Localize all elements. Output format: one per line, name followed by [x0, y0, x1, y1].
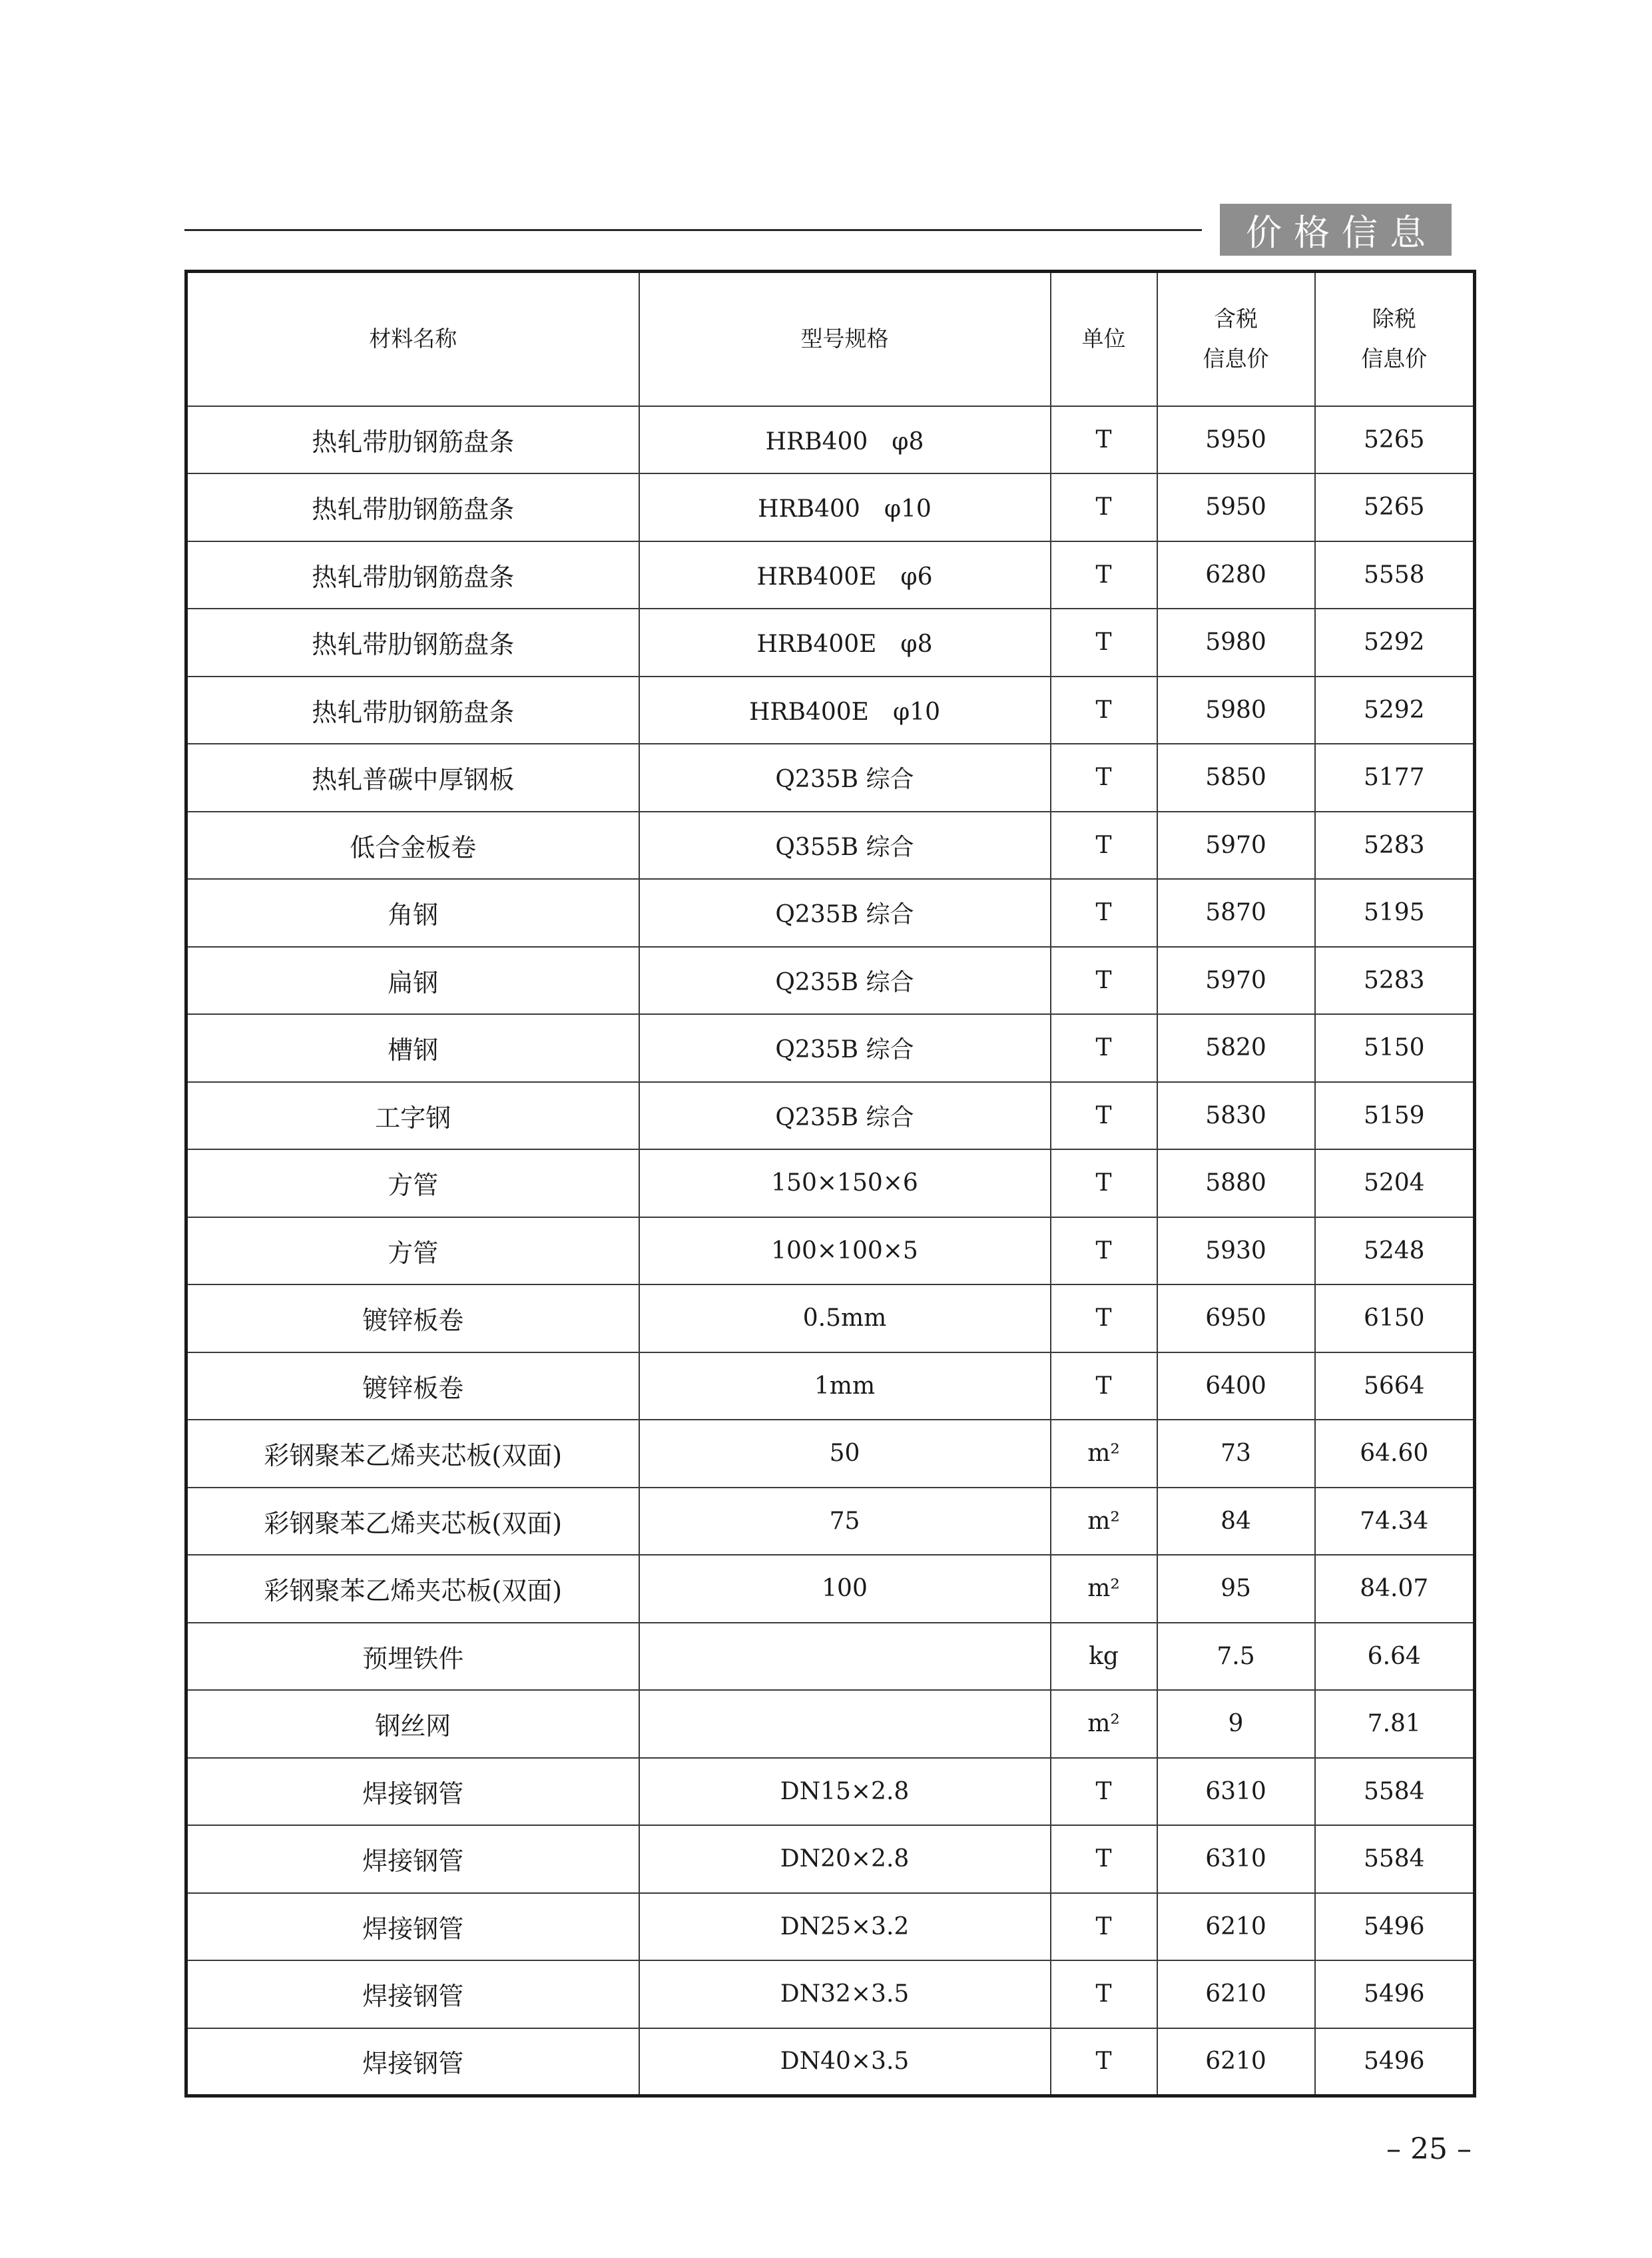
cell-price-tax: 5880: [1157, 1149, 1315, 1217]
cell-unit: T: [1051, 1082, 1157, 1150]
table-row: [186, 1014, 1475, 1082]
cell-price-tax: 6310: [1157, 1758, 1315, 1826]
cell-spec: HRB400E φ10: [639, 677, 1051, 744]
cell-unit: m²: [1051, 1420, 1157, 1488]
cell-name: 焊接钢管: [186, 1893, 639, 1961]
cell-spec: DN32×3.5: [639, 1960, 1051, 2028]
cell-price-notax: 5496: [1315, 1960, 1475, 2028]
cell-name: 角钢: [186, 879, 639, 947]
cell-price-tax: 6310: [1157, 1825, 1315, 1893]
cell-price-notax: 5584: [1315, 1825, 1475, 1893]
cell-name: 扁钢: [186, 947, 639, 1015]
cell-price-notax: 64.60: [1315, 1420, 1475, 1488]
cell-unit: T: [1051, 1217, 1157, 1285]
cell-spec: DN40×3.5: [639, 2028, 1051, 2096]
cell-unit: m²: [1051, 1690, 1157, 1758]
cell-price-notax: 74.34: [1315, 1488, 1475, 1555]
cell-spec: 50: [639, 1420, 1051, 1488]
cell-name: 热轧普碳中厚钢板: [186, 744, 639, 812]
header-rule: [184, 229, 1202, 231]
cell-spec: 1mm: [639, 1352, 1051, 1420]
cell-price-tax: 84: [1157, 1488, 1315, 1555]
cell-unit: T: [1051, 1284, 1157, 1352]
col-header-price-notax-line2: 信息价: [1361, 346, 1428, 372]
cell-price-tax: 6400: [1157, 1352, 1315, 1420]
table-row: [186, 1825, 1475, 1893]
cell-price-notax: 5204: [1315, 1149, 1475, 1217]
table-row: [186, 1488, 1475, 1555]
cell-name: 热轧带肋钢筋盘条: [186, 541, 639, 609]
cell-name: 钢丝网: [186, 1690, 639, 1758]
cell-price-notax: 6.64: [1315, 1623, 1475, 1691]
cell-price-notax: 5150: [1315, 1014, 1475, 1082]
cell-price-tax: 5930: [1157, 1217, 1315, 1285]
table-row: [186, 473, 1475, 541]
cell-name: 方管: [186, 1149, 639, 1217]
cell-price-tax: 5970: [1157, 812, 1315, 880]
table-row: [186, 1352, 1475, 1420]
table-row: [186, 1758, 1475, 1826]
cell-price-tax: 5870: [1157, 879, 1315, 947]
cell-price-notax: 7.81: [1315, 1690, 1475, 1758]
cell-price-tax: 5830: [1157, 1082, 1315, 1150]
cell-price-notax: 84.07: [1315, 1555, 1475, 1623]
table-row: [186, 1690, 1475, 1758]
cell-name: 热轧带肋钢筋盘条: [186, 406, 639, 474]
cell-spec: HRB400 φ8: [639, 406, 1051, 474]
cell-price-tax: 9: [1157, 1690, 1315, 1758]
cell-unit: T: [1051, 2028, 1157, 2096]
cell-unit: T: [1051, 473, 1157, 541]
table-row: [186, 744, 1475, 812]
price-table: [184, 270, 1476, 2098]
cell-unit: T: [1051, 406, 1157, 474]
table-row: [186, 1623, 1475, 1691]
cell-unit: T: [1051, 947, 1157, 1015]
table-row: [186, 1420, 1475, 1488]
cell-price-notax: 5159: [1315, 1082, 1475, 1150]
cell-name: 焊接钢管: [186, 1960, 639, 2028]
cell-price-tax: 5950: [1157, 473, 1315, 541]
cell-unit: T: [1051, 541, 1157, 609]
cell-price-notax: 5664: [1315, 1352, 1475, 1420]
cell-name: 焊接钢管: [186, 1758, 639, 1826]
cell-spec: Q355B 综合: [639, 812, 1051, 880]
cell-price-tax: 73: [1157, 1420, 1315, 1488]
cell-price-tax: 5970: [1157, 947, 1315, 1015]
col-header-name: 材料名称: [186, 272, 639, 406]
cell-spec: DN15×2.8: [639, 1758, 1051, 1826]
cell-price-tax: 6950: [1157, 1284, 1315, 1352]
cell-name: 方管: [186, 1217, 639, 1285]
cell-price-tax: 6210: [1157, 1960, 1315, 2028]
cell-price-tax: 6210: [1157, 1893, 1315, 1961]
col-header-spec: 型号规格: [639, 272, 1051, 406]
cell-price-tax: 5980: [1157, 609, 1315, 677]
table-row: [186, 677, 1475, 744]
table-row: [186, 879, 1475, 947]
cell-unit: m²: [1051, 1488, 1157, 1555]
cell-spec: 0.5mm: [639, 1284, 1051, 1352]
cell-spec: [639, 1623, 1051, 1691]
col-header-unit: 单位: [1051, 272, 1157, 406]
cell-spec: HRB400 φ10: [639, 473, 1051, 541]
cell-price-notax: 5265: [1315, 406, 1475, 474]
table-row: [186, 541, 1475, 609]
table-row: [186, 812, 1475, 880]
col-header-price-notax: [1315, 272, 1475, 406]
cell-name: 焊接钢管: [186, 1825, 639, 1893]
cell-name: 彩钢聚苯乙烯夹芯板(双面): [186, 1420, 639, 1488]
cell-spec: [639, 1690, 1051, 1758]
cell-unit: T: [1051, 1825, 1157, 1893]
cell-price-notax: 5496: [1315, 1893, 1475, 1961]
cell-spec: 75: [639, 1488, 1051, 1555]
cell-price-tax: 7.5: [1157, 1623, 1315, 1691]
cell-unit: m²: [1051, 1555, 1157, 1623]
cell-price-notax: 5177: [1315, 744, 1475, 812]
cell-unit: T: [1051, 744, 1157, 812]
cell-spec: HRB400E φ8: [639, 609, 1051, 677]
cell-name: 热轧带肋钢筋盘条: [186, 473, 639, 541]
cell-unit: kg: [1051, 1623, 1157, 1691]
cell-unit: T: [1051, 1758, 1157, 1826]
cell-unit: T: [1051, 609, 1157, 677]
cell-price-notax: 5195: [1315, 879, 1475, 947]
cell-spec: DN20×2.8: [639, 1825, 1051, 1893]
cell-price-notax: 5292: [1315, 609, 1475, 677]
cell-spec: DN25×3.2: [639, 1893, 1051, 1961]
col-header-price-tax-line1: 含税: [1214, 306, 1258, 332]
cell-unit: T: [1051, 1014, 1157, 1082]
cell-price-notax: 6150: [1315, 1284, 1475, 1352]
cell-spec: Q235B 综合: [639, 1082, 1051, 1150]
cell-spec: Q235B 综合: [639, 947, 1051, 1015]
section-title-badge: 价格信息: [1220, 204, 1452, 256]
cell-unit: T: [1051, 1960, 1157, 2028]
page-number: – 25 –: [1386, 2132, 1472, 2166]
table-body: [186, 406, 1475, 2096]
table-row: [186, 1149, 1475, 1217]
col-header-price-tax-line2: 信息价: [1203, 346, 1269, 372]
cell-name: 焊接钢管: [186, 2028, 639, 2096]
cell-unit: T: [1051, 812, 1157, 880]
cell-spec: 100: [639, 1555, 1051, 1623]
cell-name: 热轧带肋钢筋盘条: [186, 677, 639, 744]
cell-spec: 150×150×6: [639, 1149, 1051, 1217]
cell-spec: HRB400E φ6: [639, 541, 1051, 609]
cell-price-notax: 5558: [1315, 541, 1475, 609]
cell-price-notax: 5265: [1315, 473, 1475, 541]
col-header-price-tax: [1157, 272, 1315, 406]
table-row: [186, 1893, 1475, 1961]
cell-price-tax: 6280: [1157, 541, 1315, 609]
cell-price-tax: 5850: [1157, 744, 1315, 812]
cell-price-notax: 5292: [1315, 677, 1475, 744]
cell-name: 低合金板卷: [186, 812, 639, 880]
cell-name: 镀锌板卷: [186, 1352, 639, 1420]
cell-name: 热轧带肋钢筋盘条: [186, 609, 639, 677]
cell-name: 彩钢聚苯乙烯夹芯板(双面): [186, 1555, 639, 1623]
cell-unit: T: [1051, 1352, 1157, 1420]
cell-price-notax: 5584: [1315, 1758, 1475, 1826]
table-row: [186, 609, 1475, 677]
cell-name: 槽钢: [186, 1014, 639, 1082]
cell-price-tax: 5950: [1157, 406, 1315, 474]
cell-price-tax: 5820: [1157, 1014, 1315, 1082]
cell-spec: Q235B 综合: [639, 1014, 1051, 1082]
cell-unit: T: [1051, 1893, 1157, 1961]
cell-price-notax: 5283: [1315, 947, 1475, 1015]
cell-price-tax: 5980: [1157, 677, 1315, 744]
cell-unit: T: [1051, 1149, 1157, 1217]
col-header-price-notax-line1: 除税: [1372, 306, 1416, 332]
table-row: [186, 1284, 1475, 1352]
table-row: [186, 1555, 1475, 1623]
cell-price-tax: 95: [1157, 1555, 1315, 1623]
cell-price-notax: 5496: [1315, 2028, 1475, 2096]
table-row: [186, 406, 1475, 474]
cell-spec: 100×100×5: [639, 1217, 1051, 1285]
cell-spec: Q235B 综合: [639, 744, 1051, 812]
table-row: [186, 1082, 1475, 1150]
cell-price-tax: 6210: [1157, 2028, 1315, 2096]
table-row: [186, 947, 1475, 1015]
table-row: [186, 1960, 1475, 2028]
table-row: [186, 2028, 1475, 2096]
cell-name: 镀锌板卷: [186, 1284, 639, 1352]
table-header-row: [186, 272, 1475, 406]
cell-unit: T: [1051, 879, 1157, 947]
cell-spec: Q235B 综合: [639, 879, 1051, 947]
table-row: [186, 1217, 1475, 1285]
cell-name: 工字钢: [186, 1082, 639, 1150]
cell-name: 预埋铁件: [186, 1623, 639, 1691]
cell-price-notax: 5248: [1315, 1217, 1475, 1285]
cell-unit: T: [1051, 677, 1157, 744]
cell-price-notax: 5283: [1315, 812, 1475, 880]
cell-name: 彩钢聚苯乙烯夹芯板(双面): [186, 1488, 639, 1555]
